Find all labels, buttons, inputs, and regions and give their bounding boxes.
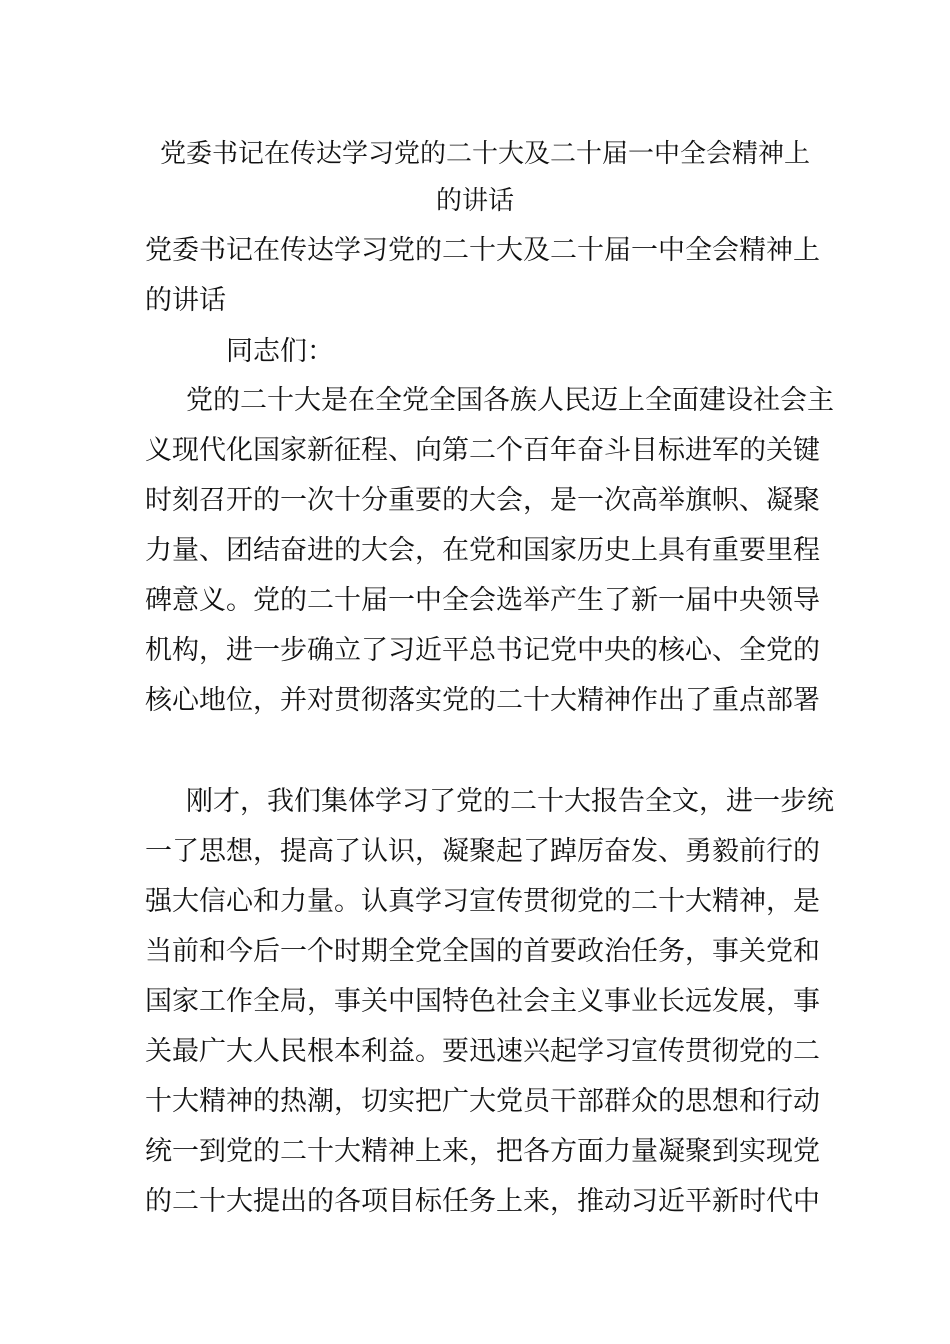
paragraph2-line-8: 统一到党的二十大精神上来，把各方面力量凝聚到实现党 [145, 1136, 820, 1167]
paragraph1-line-6: 机构，进一步确立了习近平总书记党中央的核心、全党的 [145, 635, 820, 666]
subtitle-line-2: 的讲话 [145, 285, 226, 316]
paragraph1-line-3: 时刻召开的一次十分重要的大会，是一次高举旗帜、凝聚 [145, 485, 820, 516]
paragraph2-line-2: 一了思想，提高了认识，凝聚起了踔厉奋发、勇毅前行的 [145, 836, 820, 867]
paragraph1-line-2: 义现代化国家新征程、向第二个百年奋斗目标进军的关键 [145, 435, 820, 466]
paragraph1-line-1: 党的二十大是在全党全国各族人民迈上全面建设社会主 [186, 385, 834, 416]
paragraph1-line-4: 力量、团结奋进的大会，在党和国家历史上具有重要里程 [145, 535, 820, 566]
document-title-line-1: 党委书记在传达学习党的二十大及二十届一中全会精神上 [160, 139, 811, 169]
paragraph2-line-7: 十大精神的热潮，切实把广大党员干部群众的思想和行动 [145, 1086, 820, 1117]
paragraph2-line-4: 当前和今后一个时期全党全国的首要政治任务，事关党和 [145, 936, 820, 967]
salutation: 同志们： [226, 336, 334, 367]
paragraph1-line-5: 碑意义。党的二十届一中全会选举产生了新一届中央领导 [145, 585, 820, 616]
paragraph1-line-7: 核心地位，并对贯彻落实党的二十大精神作出了重点部署 [145, 685, 820, 716]
paragraph2-line-3: 强大信心和力量。认真学习宣传贯彻党的二十大精神，是 [145, 886, 820, 917]
subtitle-line-1: 党委书记在传达学习党的二十大及二十届一中全会精神上 [145, 235, 820, 266]
paragraph2-line-6: 关最广大人民根本利益。要迅速兴起学习宣传贯彻党的二 [145, 1036, 820, 1067]
paragraph2-line-5: 国家工作全局，事关中国特色社会主义事业长远发展，事 [145, 986, 820, 1017]
document-title-line-2: 的讲话 [436, 186, 515, 216]
paragraph2-line-9: 的二十大提出的各项目标任务上来，推动习近平新时代中 [145, 1186, 820, 1217]
paragraph2-line-1: 刚才，我们集体学习了党的二十大报告全文，进一步统 [186, 786, 834, 817]
